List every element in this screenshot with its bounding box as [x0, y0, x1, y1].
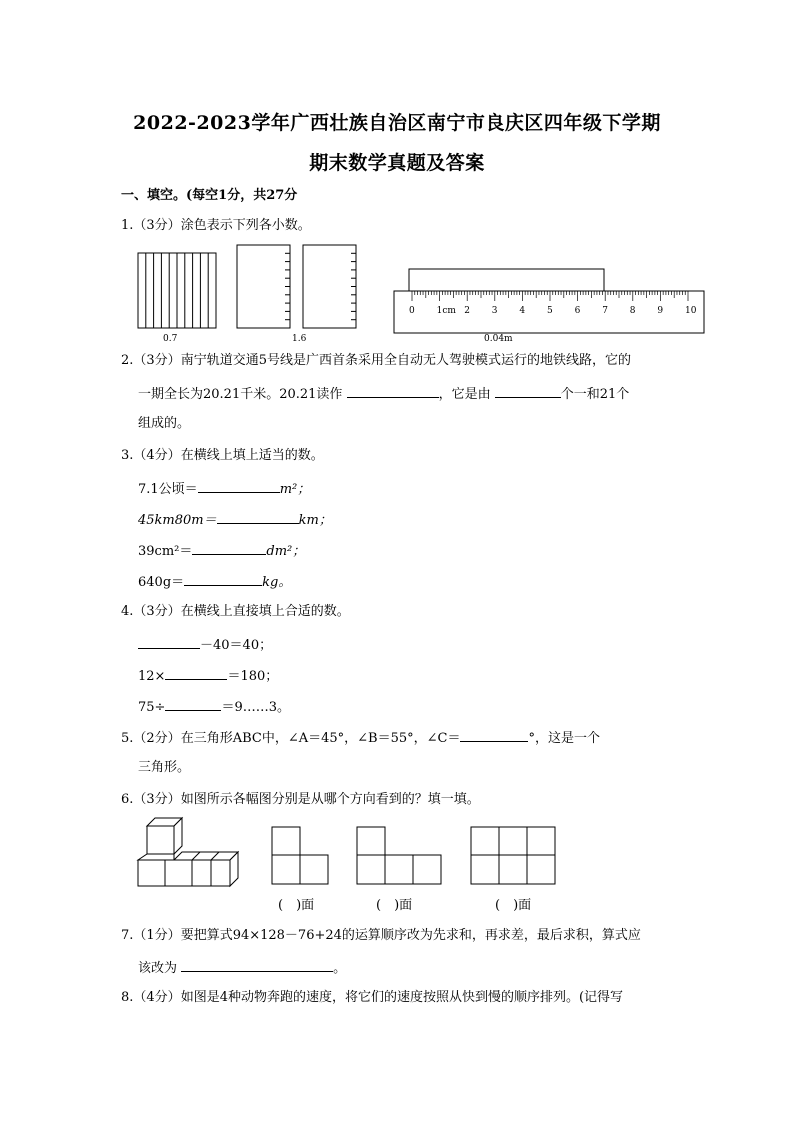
q2-text: ，它是由 [438, 387, 491, 402]
view-caption[interactable]: ( )面 [495, 898, 532, 913]
question-text: 在横线上填上适当的数。 [180, 448, 324, 463]
question-text: 要把算式94×128－76+24的运算顺序改为先求和，再求差，最后求积，算式应 [180, 928, 641, 943]
question-text: 如图是4种动物奔跑的速度，将它们的速度按照从快到慢的顺序排列。(记得写 [180, 990, 624, 1005]
q3-item-left: 7.1公顷＝ [138, 482, 198, 497]
question-number: 3. [121, 448, 134, 463]
question-number: 1. [121, 218, 134, 233]
q4-item [138, 667, 278, 685]
answer-blank[interactable] [184, 573, 262, 586]
question-text: 涂色表示下列各小数。 [180, 218, 311, 233]
question-text: 在三角形ABC中，∠A＝45°，∠B＝55°，∠C＝ [180, 731, 461, 746]
label-1-6: 1.6 [292, 334, 307, 344]
ruler-label: 4 [519, 306, 526, 316]
question-score: （1分） [133, 928, 181, 943]
answer-blank[interactable] [217, 511, 299, 524]
q2-text: 个一和21个 [560, 387, 630, 402]
ruler-label: 2 [464, 306, 470, 316]
question-number: 7. [121, 928, 134, 943]
question-score: （3分） [133, 604, 181, 619]
label-0-04m: 0.04m [484, 334, 513, 344]
question-text: 南宁轨道交通5号线是广西首条采用全自动无人驾驶模式运行的地铁线路，它的 [180, 353, 631, 368]
q3-item-left: 45km80m＝ [138, 513, 217, 528]
ruler-label: 7 [602, 306, 608, 316]
view-caption[interactable]: ( )面 [278, 898, 315, 913]
q4-item [138, 636, 272, 654]
question-5 [121, 729, 600, 747]
question-5-line2: 三角形。 [138, 760, 191, 775]
q3-item-unit: kg。 [262, 575, 292, 590]
ruler-label: 8 [629, 306, 636, 316]
ruler-label: 3 [491, 306, 498, 316]
section-heading: 一、填空。(每空1分，共27分 [121, 188, 298, 203]
tenths-strip-box [138, 253, 216, 328]
question-score: （3分） [133, 353, 181, 368]
question-number: 6. [121, 792, 134, 807]
q4-item-before: 12× [138, 669, 166, 684]
q2-text: 一期全长为20.21千米。20.21读作 [138, 387, 343, 402]
label-0-7: 0.7 [163, 334, 178, 344]
ruler-label: 0 [409, 306, 415, 316]
question-2-line2 [138, 385, 629, 403]
question-1 [121, 218, 311, 234]
question-score: （4分） [133, 990, 181, 1005]
view-2 [357, 827, 441, 884]
question-number: 4. [121, 604, 134, 619]
question-text: °，这是一个 [528, 731, 600, 746]
ruler-label: 1cm [436, 306, 456, 316]
answer-blank[interactable] [138, 636, 200, 649]
q3-item-unit: km； [298, 513, 332, 528]
ruler-label: 9 [657, 306, 664, 316]
question-2-line3: 组成的。 [138, 416, 191, 431]
answer-blank[interactable] [198, 480, 280, 493]
answer-blank[interactable] [495, 385, 561, 398]
view-caption[interactable]: ( )面 [376, 898, 413, 913]
question-score: （2分） [133, 731, 181, 746]
q4-item-after: ＝180； [227, 669, 279, 684]
q7-text: 该改为 [138, 961, 178, 976]
answer-blank[interactable] [181, 959, 333, 972]
q4-item-before: 75÷ [138, 700, 166, 715]
question-7-line2 [138, 959, 346, 977]
question-6 [121, 792, 480, 808]
q3-item-unit: dm²； [266, 544, 306, 559]
decimal-figures [130, 238, 720, 348]
q3-item-left: 640g＝ [138, 575, 185, 590]
question-4 [121, 604, 350, 620]
answer-blank[interactable] [165, 698, 221, 711]
answer-blank[interactable] [165, 667, 227, 680]
q4-item [138, 698, 290, 716]
q4-item-after: ＝9……3。 [221, 700, 290, 715]
question-score: （3分） [133, 218, 181, 233]
ruler [394, 269, 704, 333]
q3-item [138, 511, 332, 529]
cube-stack [138, 818, 238, 886]
answer-blank[interactable] [347, 385, 439, 398]
one-point-six-boxes [237, 245, 356, 328]
q4-item-after: －40＝40； [200, 638, 273, 653]
view-3 [471, 827, 555, 884]
answer-blank[interactable] [460, 729, 528, 742]
page-title-line2: 期末数学真题及答案 [309, 152, 485, 174]
page-title-line1: 2022-2023学年广西壮族自治区南宁市良庆区四年级下学期 [133, 112, 661, 134]
ruler-label: 5 [547, 306, 553, 316]
question-score: （4分） [133, 448, 181, 463]
question-text: 在横线上直接填上合适的数。 [180, 604, 350, 619]
q3-item-left: 39cm²＝ [138, 544, 193, 559]
question-number: 8. [121, 990, 134, 1005]
q3-item [138, 573, 291, 591]
question-score: （3分） [133, 792, 181, 807]
question-number: 5. [121, 731, 134, 746]
ruler-label: 10 [685, 306, 697, 316]
q3-item [138, 480, 310, 498]
answer-blank[interactable] [192, 542, 266, 555]
question-8 [121, 990, 623, 1006]
view-1 [272, 827, 328, 884]
q3-item-unit: m²； [279, 482, 311, 497]
question-2 [121, 353, 631, 369]
question-text: 如图所示各幅图分别是从哪个方向看到的？填一填。 [180, 792, 480, 807]
views-figure [130, 812, 570, 894]
q3-item [138, 542, 305, 560]
question-7 [121, 928, 641, 944]
q7-text: 。 [333, 961, 347, 976]
ruler-label: 6 [574, 306, 581, 316]
question-number: 2. [121, 353, 134, 368]
question-3 [121, 448, 324, 464]
